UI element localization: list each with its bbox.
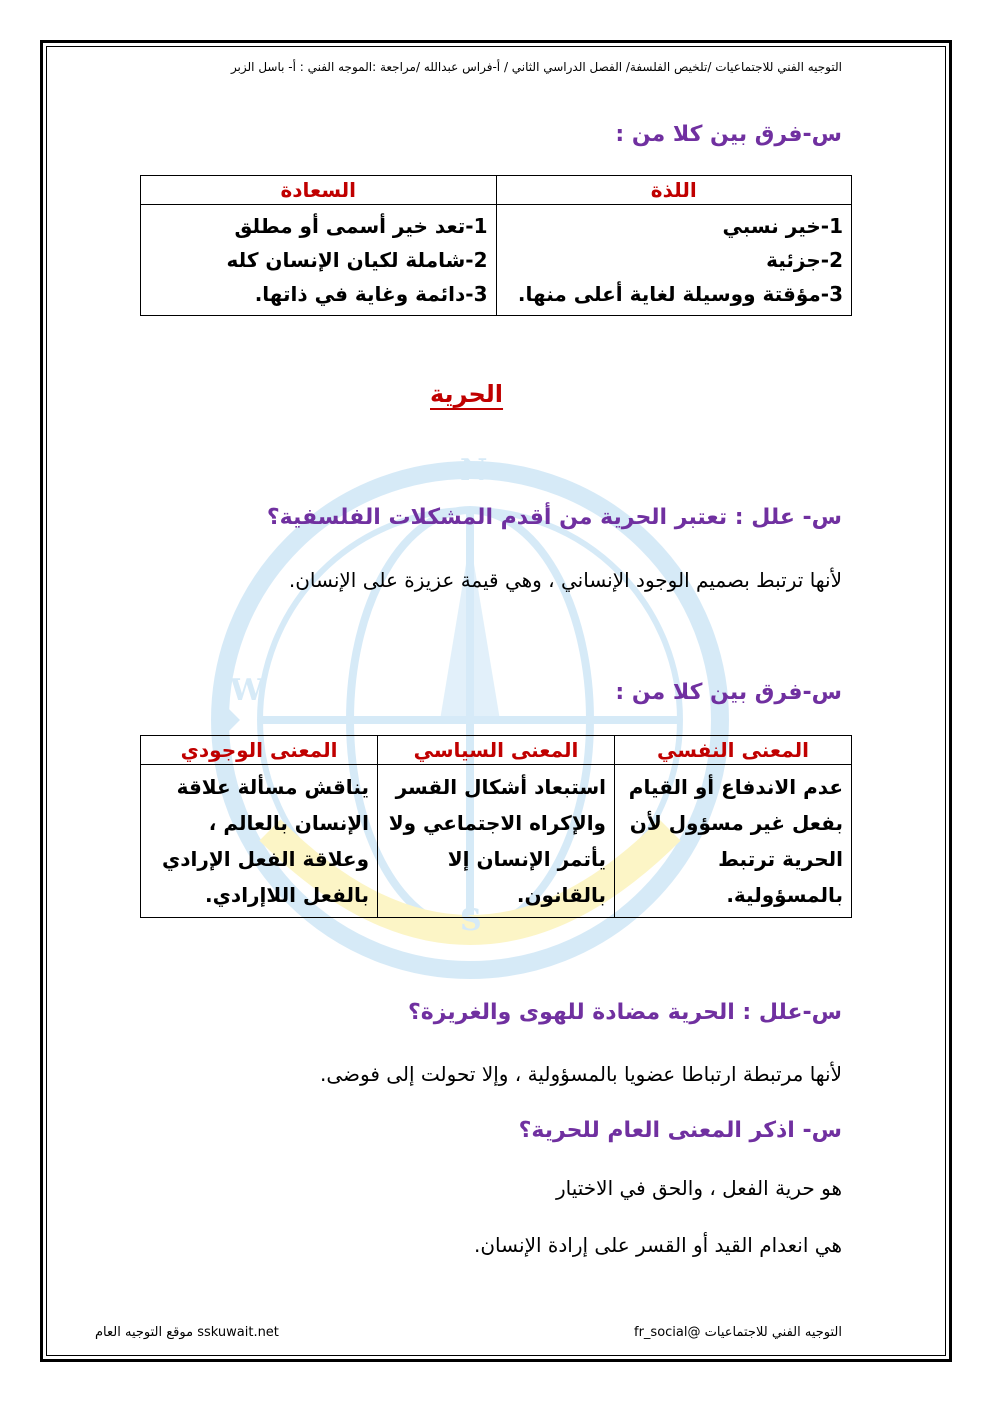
list-item: بالقانون. bbox=[516, 883, 606, 907]
footer-left: sskuwait.net موقع التوجيه العام bbox=[95, 1325, 279, 1340]
psychological-cell bbox=[615, 765, 852, 918]
happiness-cell bbox=[141, 205, 497, 316]
list-item: بفعل غير مسؤول لأن bbox=[629, 811, 843, 835]
freedom-meanings-table bbox=[140, 735, 852, 918]
table-header-row bbox=[141, 736, 852, 765]
list-item: بالفعل اللاإرادي. bbox=[205, 883, 369, 907]
footer-right: التوجيه الفني للاجتماعيات @fr_social bbox=[634, 1325, 842, 1340]
list-item: يناقش مسألة علاقة bbox=[176, 775, 369, 799]
list-item: بالمسؤولية. bbox=[726, 883, 843, 907]
q4-answer: لأنها مرتبطة ارتباطا عضويا بالمسؤولية ، وإلا تحولت إلى فوضى. bbox=[319, 1062, 842, 1086]
list-item: الإنسان بالعالم ، bbox=[208, 811, 369, 835]
q5-question: س- اذكر المعنى العام للحرية؟ bbox=[518, 1118, 842, 1143]
table-row bbox=[141, 205, 852, 316]
pleasure-cell bbox=[496, 205, 852, 316]
header-happiness: السعادة bbox=[141, 176, 497, 205]
q5-answer-1: هو حرية الفعل ، والحق في الاختيار bbox=[555, 1176, 842, 1200]
list-item: استبعاد أشكال القسر bbox=[395, 775, 606, 799]
watermark-s-letter: S bbox=[460, 903, 482, 938]
list-item: 1-تعد خير أسمى أو مطلق bbox=[234, 214, 488, 238]
header-text: التوجيه الفني للاجتماعيات /تلخيص الفلسفة/ الفصل الدراسي الثاني / أ-فراس عبدالله /مراجعة :الموجه الفني : أ- باسل الزبر bbox=[230, 60, 842, 74]
list-item: 2-جزئية bbox=[766, 248, 843, 272]
list-item: الحرية ترتبط bbox=[718, 847, 843, 871]
existential-cell bbox=[141, 765, 378, 918]
section-title: الحرية bbox=[430, 380, 504, 408]
q2-answer: لأنها ترتبط بصميم الوجود الإنساني ، وهي قيمة عزيزة على الإنسان. bbox=[288, 568, 842, 592]
q5-answer-2: هي انعدام القيد أو القسر على إرادة الإنسان. bbox=[474, 1233, 842, 1257]
q4-question: س-علل : الحرية مضادة للهوى والغريزة؟ bbox=[407, 1000, 842, 1025]
list-item: 1-خير نسبي bbox=[722, 214, 843, 238]
list-item: يأتمر الإنسان إلا bbox=[447, 847, 606, 871]
political-cell bbox=[378, 765, 615, 918]
table-header-row bbox=[141, 176, 852, 205]
watermark-w-letter: W bbox=[230, 673, 264, 708]
list-item: وعلاقة الفعل الإرادي bbox=[161, 847, 369, 871]
section3-question: س-فرق بين كلا من : bbox=[615, 680, 842, 705]
list-item: عدم الاندفاع أو القيام bbox=[628, 775, 843, 799]
table-row bbox=[141, 765, 852, 918]
happiness-pleasure-table bbox=[140, 175, 852, 316]
watermark-n-letter: N bbox=[460, 453, 488, 488]
header-psychological: المعنى النفسي bbox=[615, 736, 852, 765]
header-political: المعنى السياسي bbox=[378, 736, 615, 765]
list-item: والإكراه الاجتماعي ولا bbox=[388, 811, 606, 835]
list-item: 3-مؤقتة ووسيلة لغاية أعلى منها. bbox=[517, 282, 843, 306]
list-item: 3-دائمة وغاية في ذاتها. bbox=[254, 282, 488, 306]
list-item: 2-شاملة لكيان الإنسان كله bbox=[226, 248, 488, 272]
header-existential: المعنى الوجودي bbox=[141, 736, 378, 765]
q2-question: س- علل : تعتبر الحرية من أقدم المشكلات الفلسفية؟ bbox=[266, 505, 842, 530]
header-pleasure: اللذة bbox=[496, 176, 852, 205]
section1-question: س-فرق بين كلا من : bbox=[615, 122, 842, 147]
page-header bbox=[142, 60, 842, 74]
